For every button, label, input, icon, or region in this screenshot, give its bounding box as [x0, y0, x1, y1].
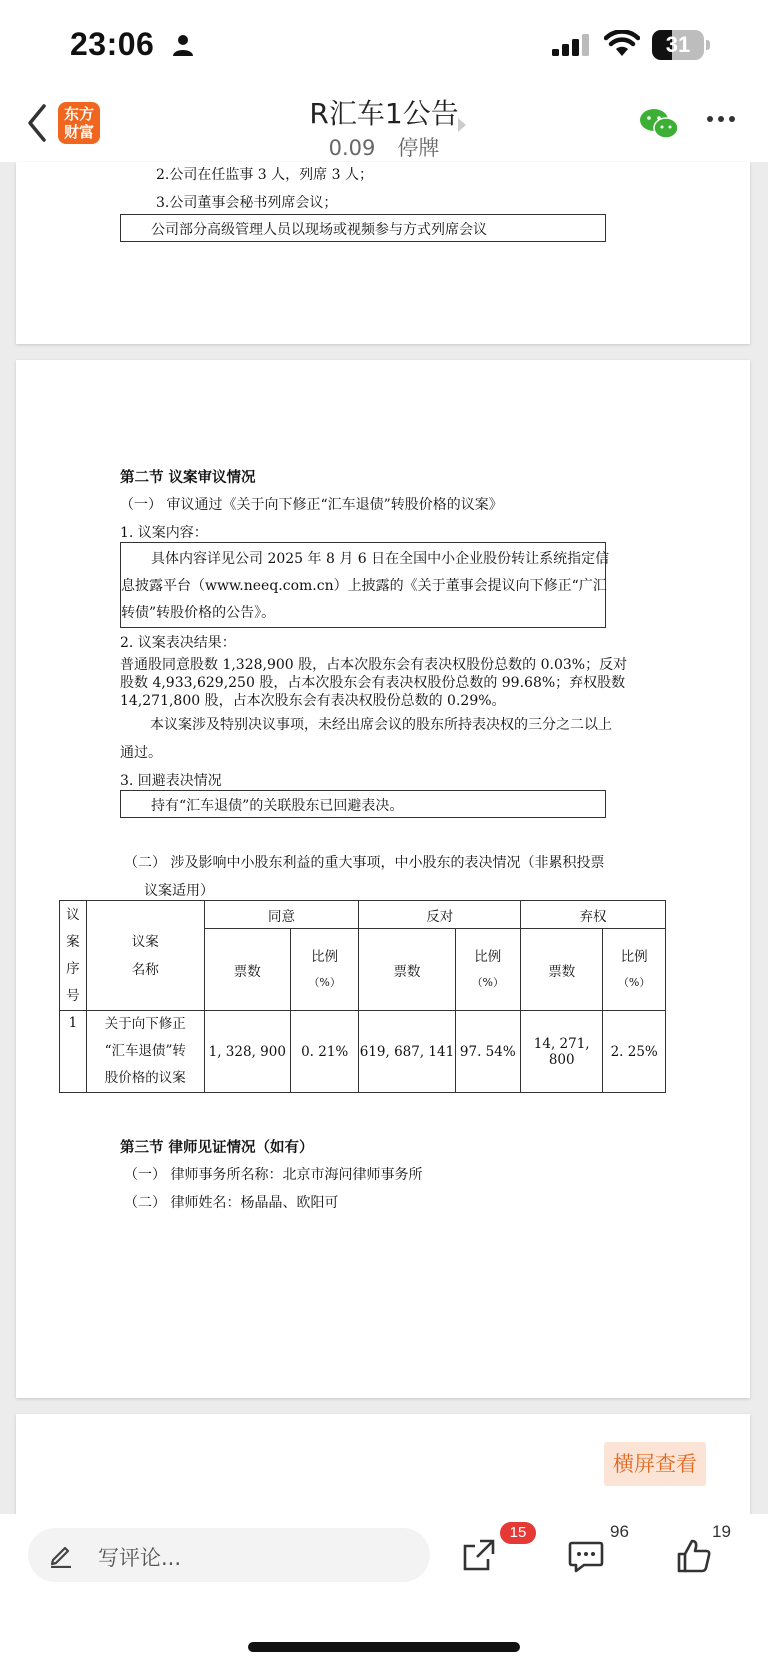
content-label: 1. 议案内容：: [120, 525, 208, 541]
motion2-line-1: （二） 涉及影响中小股东利益的重大事项，中小股东的表决情况（非累积投票: [124, 855, 605, 871]
row-against-votes: 619, 687, 141: [359, 1011, 455, 1093]
result-line-1: 普通股同意股数 1,328,900 股，占本次股东会有表决权股份总数的 0.03%；反对: [120, 657, 628, 673]
status-bar: [0, 0, 768, 92]
lawyers-line: （二） 律师姓名：杨晶晶、欧阳可: [124, 1195, 339, 1211]
supervisors-line: 2.公司在任监事 3 人，列席 3 人；: [156, 167, 373, 183]
like-icon[interactable]: [676, 1538, 712, 1574]
page-title: R汇车1公告: [309, 97, 459, 130]
header-against: 反对: [359, 901, 521, 929]
likes-count: 19: [712, 1522, 731, 1541]
row-name: 关于向下修正 “汇车退债”转 股价格的议案: [86, 1011, 204, 1093]
document-page-2: [16, 360, 750, 1398]
against-votes-header: 票数: [359, 929, 455, 1011]
comments-count: 96: [610, 1522, 629, 1541]
expand-arrow-icon: [458, 118, 466, 132]
nav-header: [0, 92, 768, 162]
app-logo: 东方 财富: [58, 102, 100, 144]
battery-level: 31: [665, 32, 691, 57]
wifi-icon: [604, 30, 640, 58]
agree-ratio-header: 比例 （%）: [290, 929, 359, 1011]
result-line-3: 14,271,800 股，占本次股东会有表决权股份总数的 0.29%。: [120, 693, 506, 709]
vote-table: [59, 900, 666, 1093]
attendance-box: 公司部分高级管理人员以现场或视频参与方式列席会议: [120, 214, 606, 242]
comments-icon[interactable]: [568, 1540, 604, 1574]
special-line-2: 通过。: [120, 745, 162, 761]
result-label: 2. 议案表决结果：: [120, 635, 236, 651]
secretary-line: 3.公司董事会秘书列席会议；: [156, 195, 338, 211]
wechat-icon[interactable]: [640, 108, 680, 140]
abstain-ratio-header: 比例 （%）: [603, 929, 666, 1011]
abstain-votes-header: 票数: [521, 929, 603, 1011]
special-line-1: 本议案涉及特别决议事项，未经出席会议的股东所持表决权的三分之二以上: [150, 717, 612, 733]
section2-heading: 第二节 议案审议情况: [120, 469, 256, 486]
header-name: 议案 名称: [86, 901, 204, 1011]
share-icon[interactable]: [462, 1538, 496, 1572]
header-abstain: 弃权: [521, 901, 666, 929]
table-row: [60, 1011, 666, 1093]
stock-status: 停牌: [397, 136, 440, 160]
against-ratio-header: 比例 （%）: [455, 929, 521, 1011]
row-agree-votes: 1, 328, 900: [204, 1011, 290, 1093]
motion1-title: （一） 审议通过《关于向下修正“汇车退债”转股价格的议案》: [120, 497, 503, 513]
status-time: 23:06: [70, 26, 155, 62]
agree-votes-header: 票数: [204, 929, 290, 1011]
header-seq: 议 案 序 号: [60, 901, 87, 1011]
row-abstain-ratio: 2. 25%: [603, 1011, 666, 1093]
comment-placeholder: 写评论...: [98, 1546, 182, 1570]
signal-icon: [552, 34, 592, 56]
home-indicator: [248, 1642, 520, 1652]
result-line-2: 股数 4,933,629,250 股，占本次股东会有表决权股份总数的 99.68%；弃权股数: [120, 675, 626, 691]
section3-heading: 第三节 律师见证情况（如有）: [120, 1139, 314, 1156]
pen-icon: [48, 1542, 74, 1568]
row-abstain-votes: 14, 271, 800: [521, 1011, 603, 1093]
bottom-bar: [0, 1514, 768, 1662]
row-against-ratio: 97. 54%: [455, 1011, 521, 1093]
row-seq: 1: [60, 1011, 87, 1093]
law-firm-line: （一） 律师事务所名称：北京市海问律师事务所: [124, 1167, 423, 1183]
battery-icon: [652, 30, 710, 60]
person-icon: [172, 34, 194, 56]
stock-price: 0.09: [328, 136, 376, 160]
motion2-line-2: 议案适用）: [144, 883, 214, 899]
avoid-label: 3. 回避表决情况: [120, 773, 222, 789]
comment-input[interactable]: [28, 1528, 430, 1582]
avoid-box: 持有“汇车退债”的关联股东已回避表决。: [120, 790, 606, 818]
header-agree: 同意: [204, 901, 359, 929]
content-box: 具体内容详见公司 2025 年 8 月 6 日在全国中小企业股份转让系统指定信 息披露平台（www.neeq.com.cn）上披露的《关于董事会提议向下修正“广汇 转债”转股价格的公告》。: [120, 542, 606, 628]
share-badge: 15: [500, 1522, 536, 1544]
more-icon[interactable]: [706, 114, 736, 124]
row-agree-ratio: 0. 21%: [290, 1011, 359, 1093]
document-page-1: [16, 162, 750, 344]
landscape-view-button[interactable]: 横屏查看: [604, 1442, 706, 1486]
